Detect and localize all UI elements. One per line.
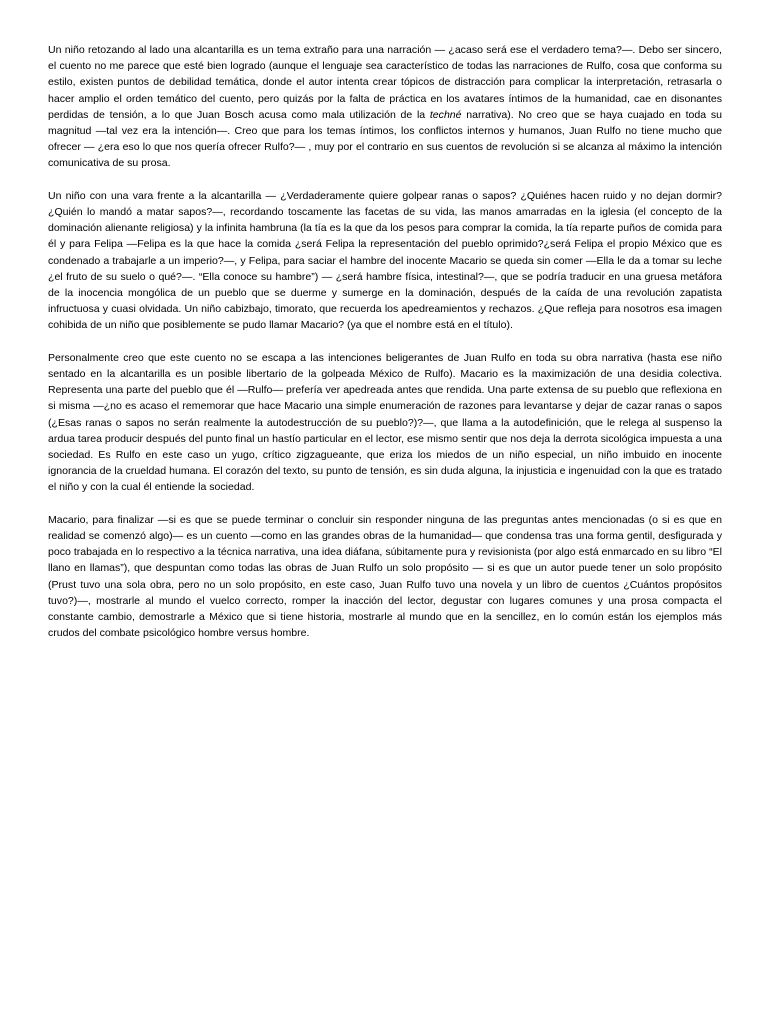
paragraph-4: Macario, para finalizar —si es que se puede terminar o concluir sin responder ninguna de las preguntas antes mencionadas (o si es que en realidad se comenzó algo)— es un cuento —como en las grandes obras de la humanidad— que condensa tras una forma gentil, desfigurada y poco trabajada en lo respectivo a la técnica narrativa, una idea diáfana, súbitamente pura y revisionista (por algo está enmarcado en su libro “El llano en llamas”), que despuntan como todas las obras de Juan Rulfo un solo propósito — si es que un autor puede tener un solo propósito (Prust tuvo una sola obra, pero no un solo propósito, en este caso, Juan Rulfo tuvo una novela y un libro de cuentos ¿Cuántos propósitos tuvo?)—, mostrarle al mundo el vuelco correcto, romper la inacción del lector, degustar con lugares comunes y una prosa compacta el constante cambio, demostrarle a México que si tiene historia, mostrarle al mundo que en la sencillez, en lo común están los ejemplos más crudos del combate psicológico hombre versus hombre. <box>48 513 722 640</box>
paragraph-1-text-b: narrativa). No creo que se haya cuajado en toda su magnitud —tal vez era la intención—. Creo que para los temas íntimos, los conflictos internos y humanos, Juan Rulfo no tiene mucho que ofrecer — ¿era eso lo que nos quería ofrecer Rulfo?— , muy por el contrario en sus cuentos de revolución si se alcanza al máximo la intención comunicativa de su prosa. <box>48 108 722 170</box>
paragraph-3: Personalmente creo que este cuento no se escapa a las intenciones beligerantes de Juan Rulfo en toda su obra narrativa (hasta ese niño sentado en la alcantarilla es un posible libertario de la golpeada México de Rulfo). Macario es la maximización de una desidia colectiva. Representa una parte del pueblo que él —Rulfo— prefería ver apedreada antes que rendida. Una parte extensa de su pueblo que reflexiona en si misma —¿no es acaso el rememorar que hace Macario una simple enumeración de razones para levantarse y dejar de cazar ranas o sapos (¿Esas ranas o sapos no serán realmente la autodestrucción de su pueblo?)?—, que llama a la autodefinición, que le relega al suspenso la ardua tarea producir después del punto final un hastío particular en el lector, ese mismo sentir que nos deja la derrota sicológica impuesta a una sociedad. Es Rulfo en este caso un yugo, crítico zigzagueante, que eriza los miedos de un niño especial, un niño imbuido en inocente ignorancia de la crueldad humana. El corazón del texto, su punto de tensión, es sin duda alguna, la injusticia e ingenuidad con la que es tratado el niño y con la cual él entiende la sociedad. <box>48 351 722 494</box>
paragraph-1-text-a: Un niño retozando al lado una alcantarilla es un tema extraño para una narración — ¿acaso será ese el verdadero tema?—. Debo ser sincero, el cuento no me parece que esté bien logrado (aunque el lenguaje sea característico de todas las narraciones de Rulfo, cosa que conforma su estilo, existen puntos de debilidad temática, donde el autor intenta crear tópicos de distracción para complicar la interpretación, retrasarla o hacer amplio el orden temático del cuento, pero quizás por la falta de práctica en los avatares íntimos de la humanidad, cae en disonantes perdidas de tensión, a lo que Juan Bosch acusa como mala utilización de la <box>48 44 722 121</box>
document-body <box>48 42 722 658</box>
paragraph-1-emphasis: techné <box>429 108 462 121</box>
paragraph-2: Un niño con una vara frente a la alcantarilla — ¿Verdaderamente quiere golpear ranas o sapos? ¿Quiénes hacen ruido y no dejan dormir? ¿Quién lo mandó a matar sapos?—, recordando toscamente las facetas de su vida, las manos amarradas en la iglesia (el concepto de la dominación alienante religiosa) y la infinita hambruna (la tía es la que da los pesos para comprar la comida, la tía reparte puños de comida para él y para Felipa —Felipa es la que hace la comida ¿será Felipa la representación del pueblo oprimido?¿será Felipa el propio México que es condenado a trabajarle a un imperio?—, y Felipa, para saciar el hambre del inocente Macario se queda sin comer —Ella le da a tomar su leche ¿el fruto de su suelo o qué?—. “Ella conoce su hambre”) — ¿será hambre física, intestinal?—, que se podría traducir en una gruesa metáfora de la inocencia mongólica de un pueblo que se duerme y sumerge en la dominación, después de la caída de una revolución zapatista infructuosa y cuasi olvidada. Un niño cabizbajo, timorato, que recuerda los apedreamientos y rechazos. ¿Que refleja para nosotros esa imagen cohibida de un niño que posiblemente se pudo llamar Macario? (ya que el nombre está en el título). <box>48 189 722 332</box>
paragraph-1 <box>48 42 722 172</box>
